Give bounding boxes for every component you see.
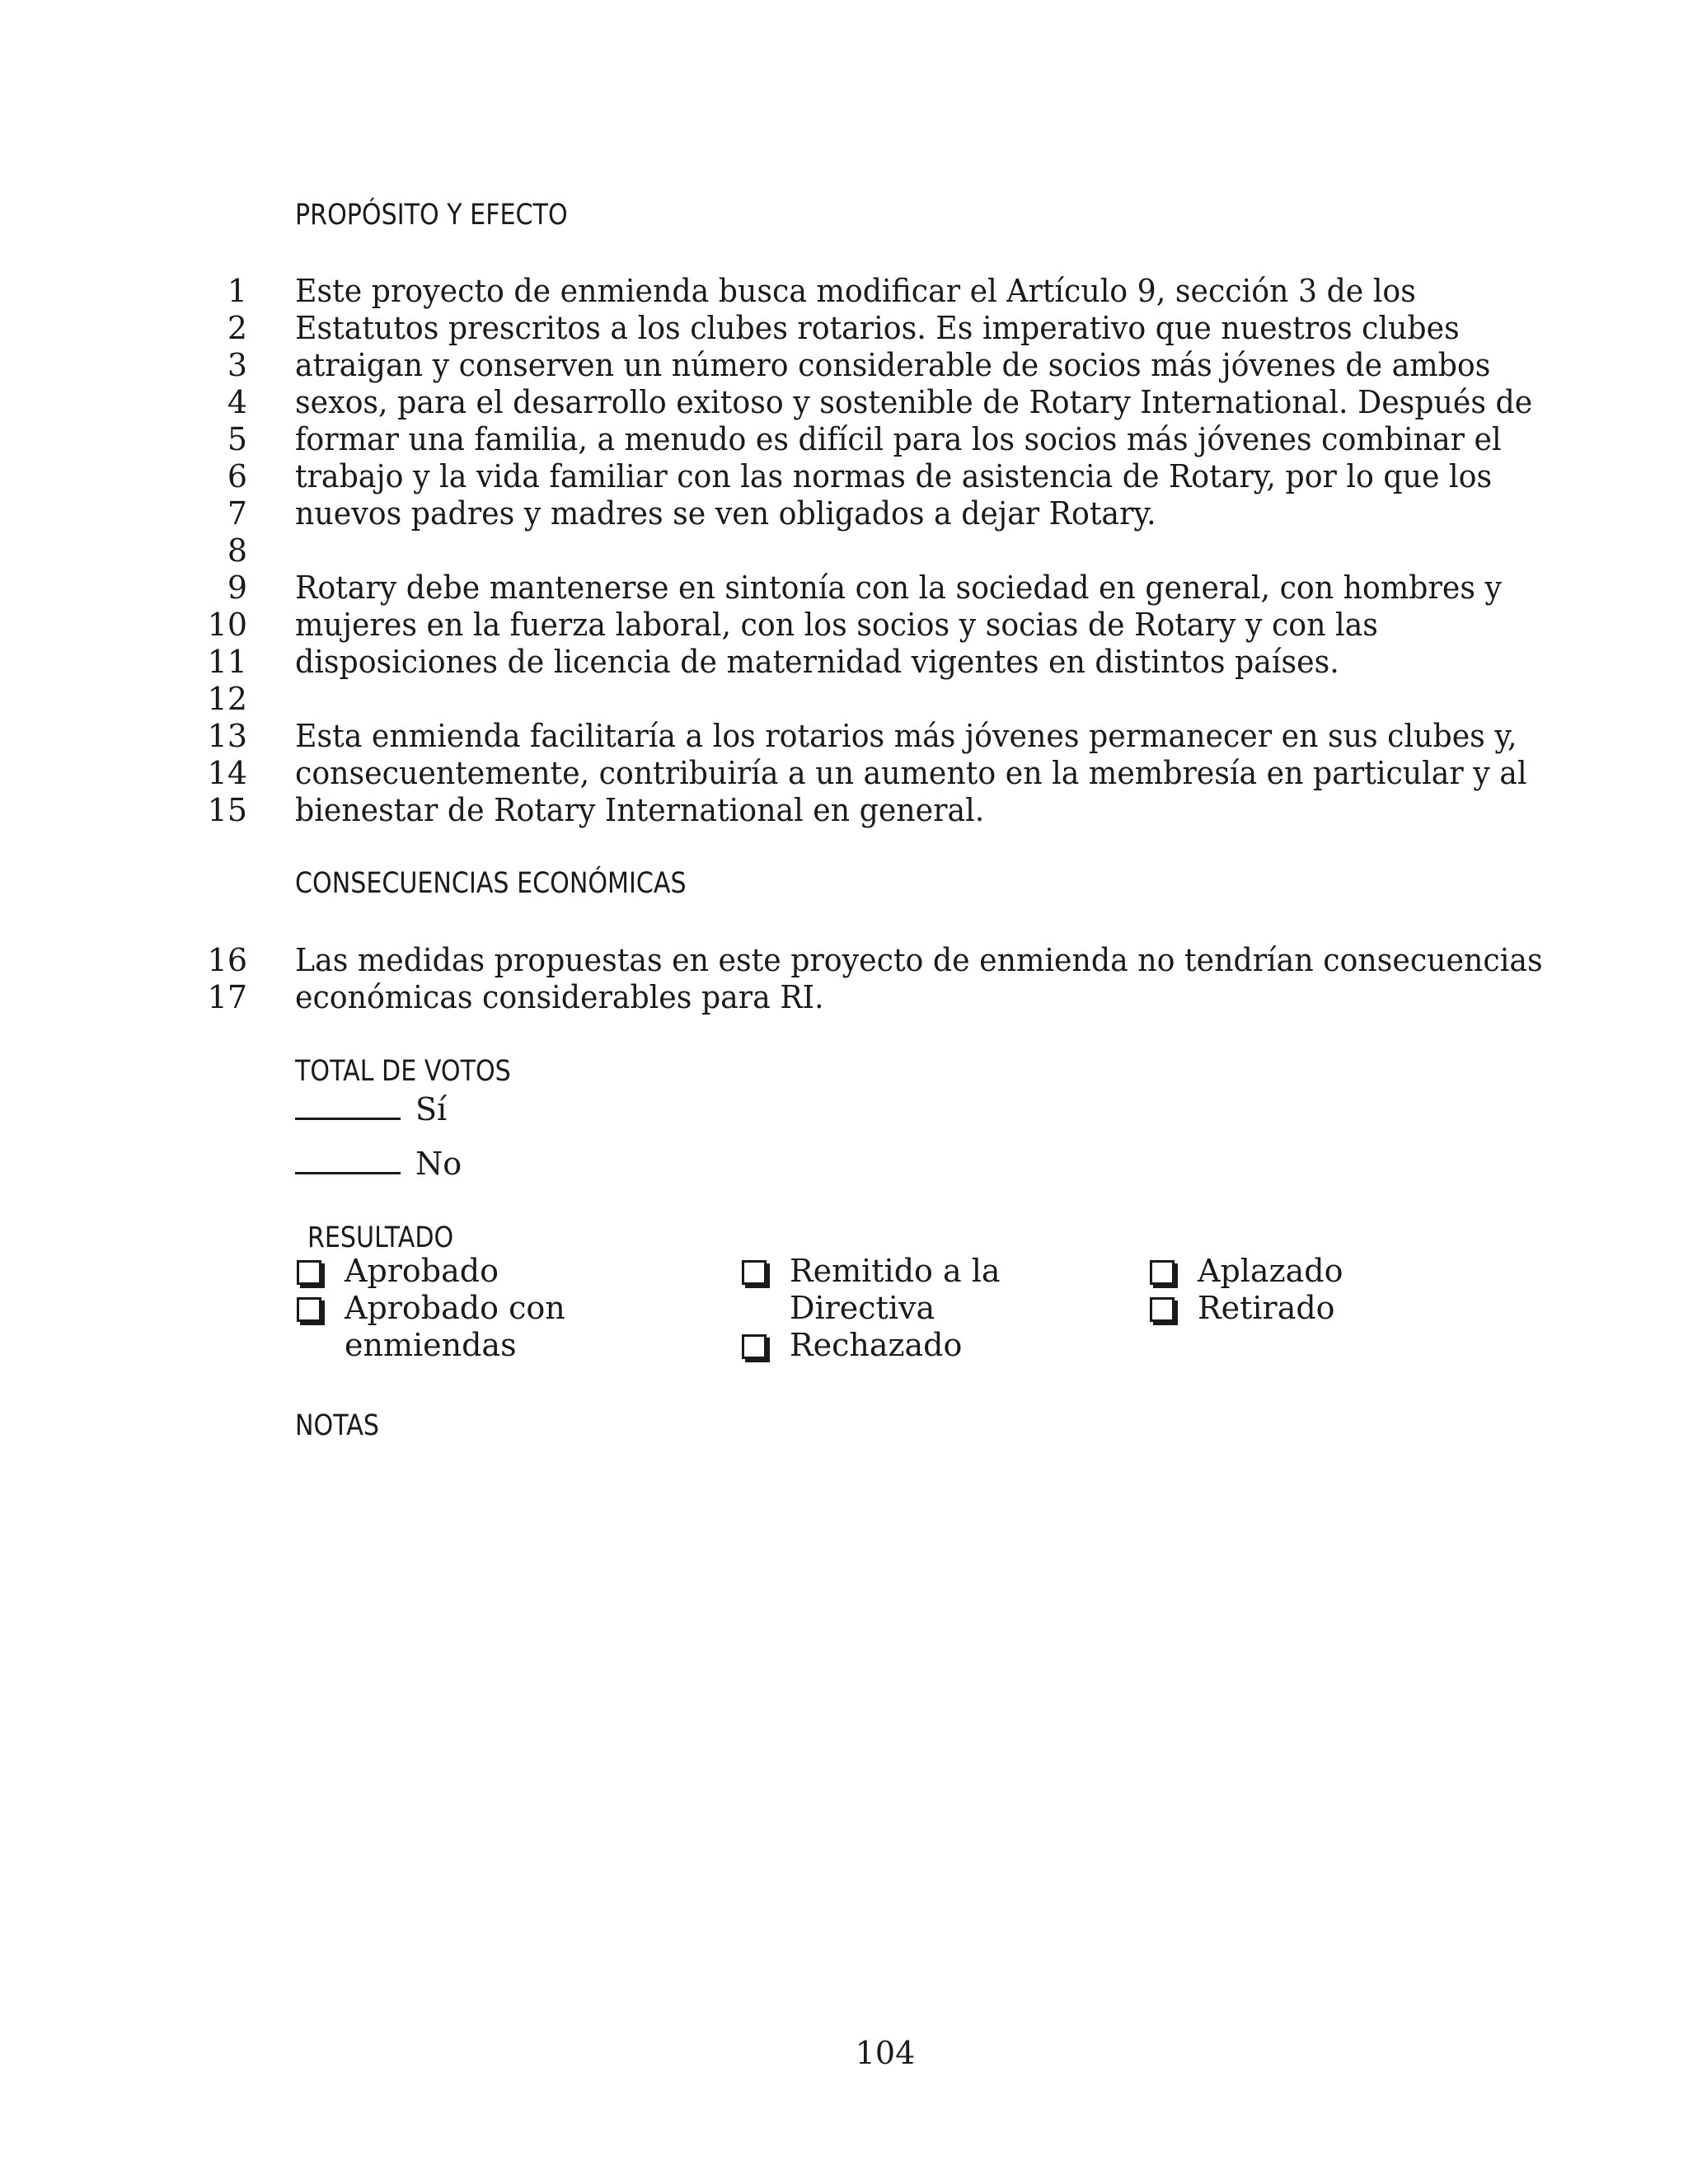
checkbox-icon[interactable] — [742, 1260, 767, 1285]
line-text: consecuentemente, contribuiría a un aumento en la membresía en particular y al — [295, 755, 1527, 791]
numbered-line — [0, 978, 1688, 1016]
option-label: Aplazado — [1198, 1253, 1343, 1289]
checkbox-icon[interactable] — [297, 1260, 321, 1285]
numbered-line — [0, 717, 1688, 755]
line-text: Este proyecto de enmienda busca modificar el Artículo 9, sección 3 de los — [295, 273, 1416, 309]
line-text: mujeres en la fuerza laboral, con los socios y socias de Rotary y con las — [295, 607, 1378, 643]
heading-proposito: PROPÓSITO Y EFECTO — [295, 199, 568, 232]
numbered-line — [0, 272, 1688, 310]
vote-yes — [295, 1090, 447, 1128]
vote-yes-label: Sí — [415, 1091, 448, 1127]
line-number: 13 — [207, 718, 247, 754]
line-number: 5 — [227, 421, 247, 457]
vote-no-label: No — [415, 1146, 462, 1182]
option-label-line-1: Remitido a la — [790, 1253, 1001, 1289]
option-label: Aprobado — [345, 1253, 499, 1289]
numbered-line — [0, 569, 1688, 607]
line-number: 8 — [227, 532, 247, 569]
option-label-line-2: enmiendas — [345, 1327, 517, 1363]
heading-consecuencias: CONSECUENCIAS ECONÓMICAS — [295, 867, 687, 900]
numbered-line — [0, 941, 1688, 979]
line-number: 7 — [227, 495, 247, 532]
line-number: 14 — [207, 755, 247, 791]
option-label: Retirado — [1198, 1290, 1335, 1326]
numbered-line — [0, 680, 1688, 718]
line-number: 12 — [207, 681, 247, 717]
numbered-line — [0, 643, 1688, 681]
numbered-line — [0, 754, 1688, 792]
option-label-line-2: Directiva — [790, 1290, 935, 1326]
line-text: Estatutos prescritos a los clubes rotarios. Es imperativo que nuestros clubes — [295, 310, 1460, 346]
line-text: bienestar de Rotary International en general. — [295, 792, 985, 828]
numbered-line — [0, 457, 1688, 495]
line-number: 9 — [227, 569, 247, 606]
line-text: atraigan y conserven un número considerable de socios más jóvenes de ambos — [295, 347, 1491, 383]
heading-notas: NOTAS — [295, 1409, 379, 1442]
line-number: 17 — [207, 979, 247, 1015]
vote-yes-blank[interactable] — [295, 1090, 401, 1120]
vote-no-blank[interactable] — [295, 1144, 401, 1174]
numbered-line — [0, 309, 1688, 347]
line-number: 3 — [227, 347, 247, 383]
line-text: económicas considerables para RI. — [295, 979, 824, 1015]
line-text: Rotary debe mantenerse en sintonía con la sociedad en general, con hombres y — [295, 569, 1503, 606]
numbered-line — [0, 383, 1688, 421]
line-text: disposiciones de licencia de maternidad vigentes en distintos países. — [295, 644, 1339, 680]
line-number: 10 — [207, 607, 247, 643]
numbered-line — [0, 494, 1688, 532]
checkbox-icon[interactable] — [1150, 1260, 1175, 1285]
line-text: formar una familia, a menudo es difícil para los socios más jóvenes combinar el — [295, 421, 1502, 457]
line-number: 11 — [207, 644, 247, 680]
line-number: 6 — [227, 458, 247, 494]
numbered-line — [0, 532, 1688, 569]
vote-no — [295, 1144, 462, 1183]
line-number: 1 — [227, 273, 247, 309]
option-label-line-1: Aprobado con — [345, 1290, 565, 1326]
line-number: 4 — [227, 384, 247, 420]
line-number: 2 — [227, 310, 247, 346]
heading-total-votos: TOTAL DE VOTOS — [295, 1055, 511, 1088]
line-number: 16 — [207, 942, 247, 978]
heading-resultado: RESULTADO — [307, 1221, 454, 1254]
line-text: trabajo y la vida familiar con las normas de asistencia de Rotary, por lo que los — [295, 458, 1493, 494]
line-text: Esta enmienda facilitaría a los rotarios más jóvenes permanecer en sus clubes y, — [295, 718, 1517, 754]
numbered-line — [0, 791, 1688, 829]
line-text: nuevos padres y madres se ven obligados a dejar Rotary. — [295, 495, 1156, 532]
page-number: 104 — [855, 2035, 916, 2071]
numbered-line — [0, 420, 1688, 458]
checkbox-icon[interactable] — [297, 1297, 321, 1322]
line-number: 15 — [207, 792, 247, 828]
option-label: Rechazado — [790, 1327, 963, 1363]
numbered-line — [0, 606, 1688, 644]
checkbox-icon[interactable] — [1150, 1297, 1175, 1322]
line-text: sexos, para el desarrollo exitoso y sostenible de Rotary International. Después de — [295, 384, 1533, 420]
checkbox-icon[interactable] — [742, 1334, 767, 1359]
line-text: Las medidas propuestas en este proyecto de enmienda no tendrían consecuencias — [295, 942, 1543, 978]
numbered-line — [0, 346, 1688, 384]
